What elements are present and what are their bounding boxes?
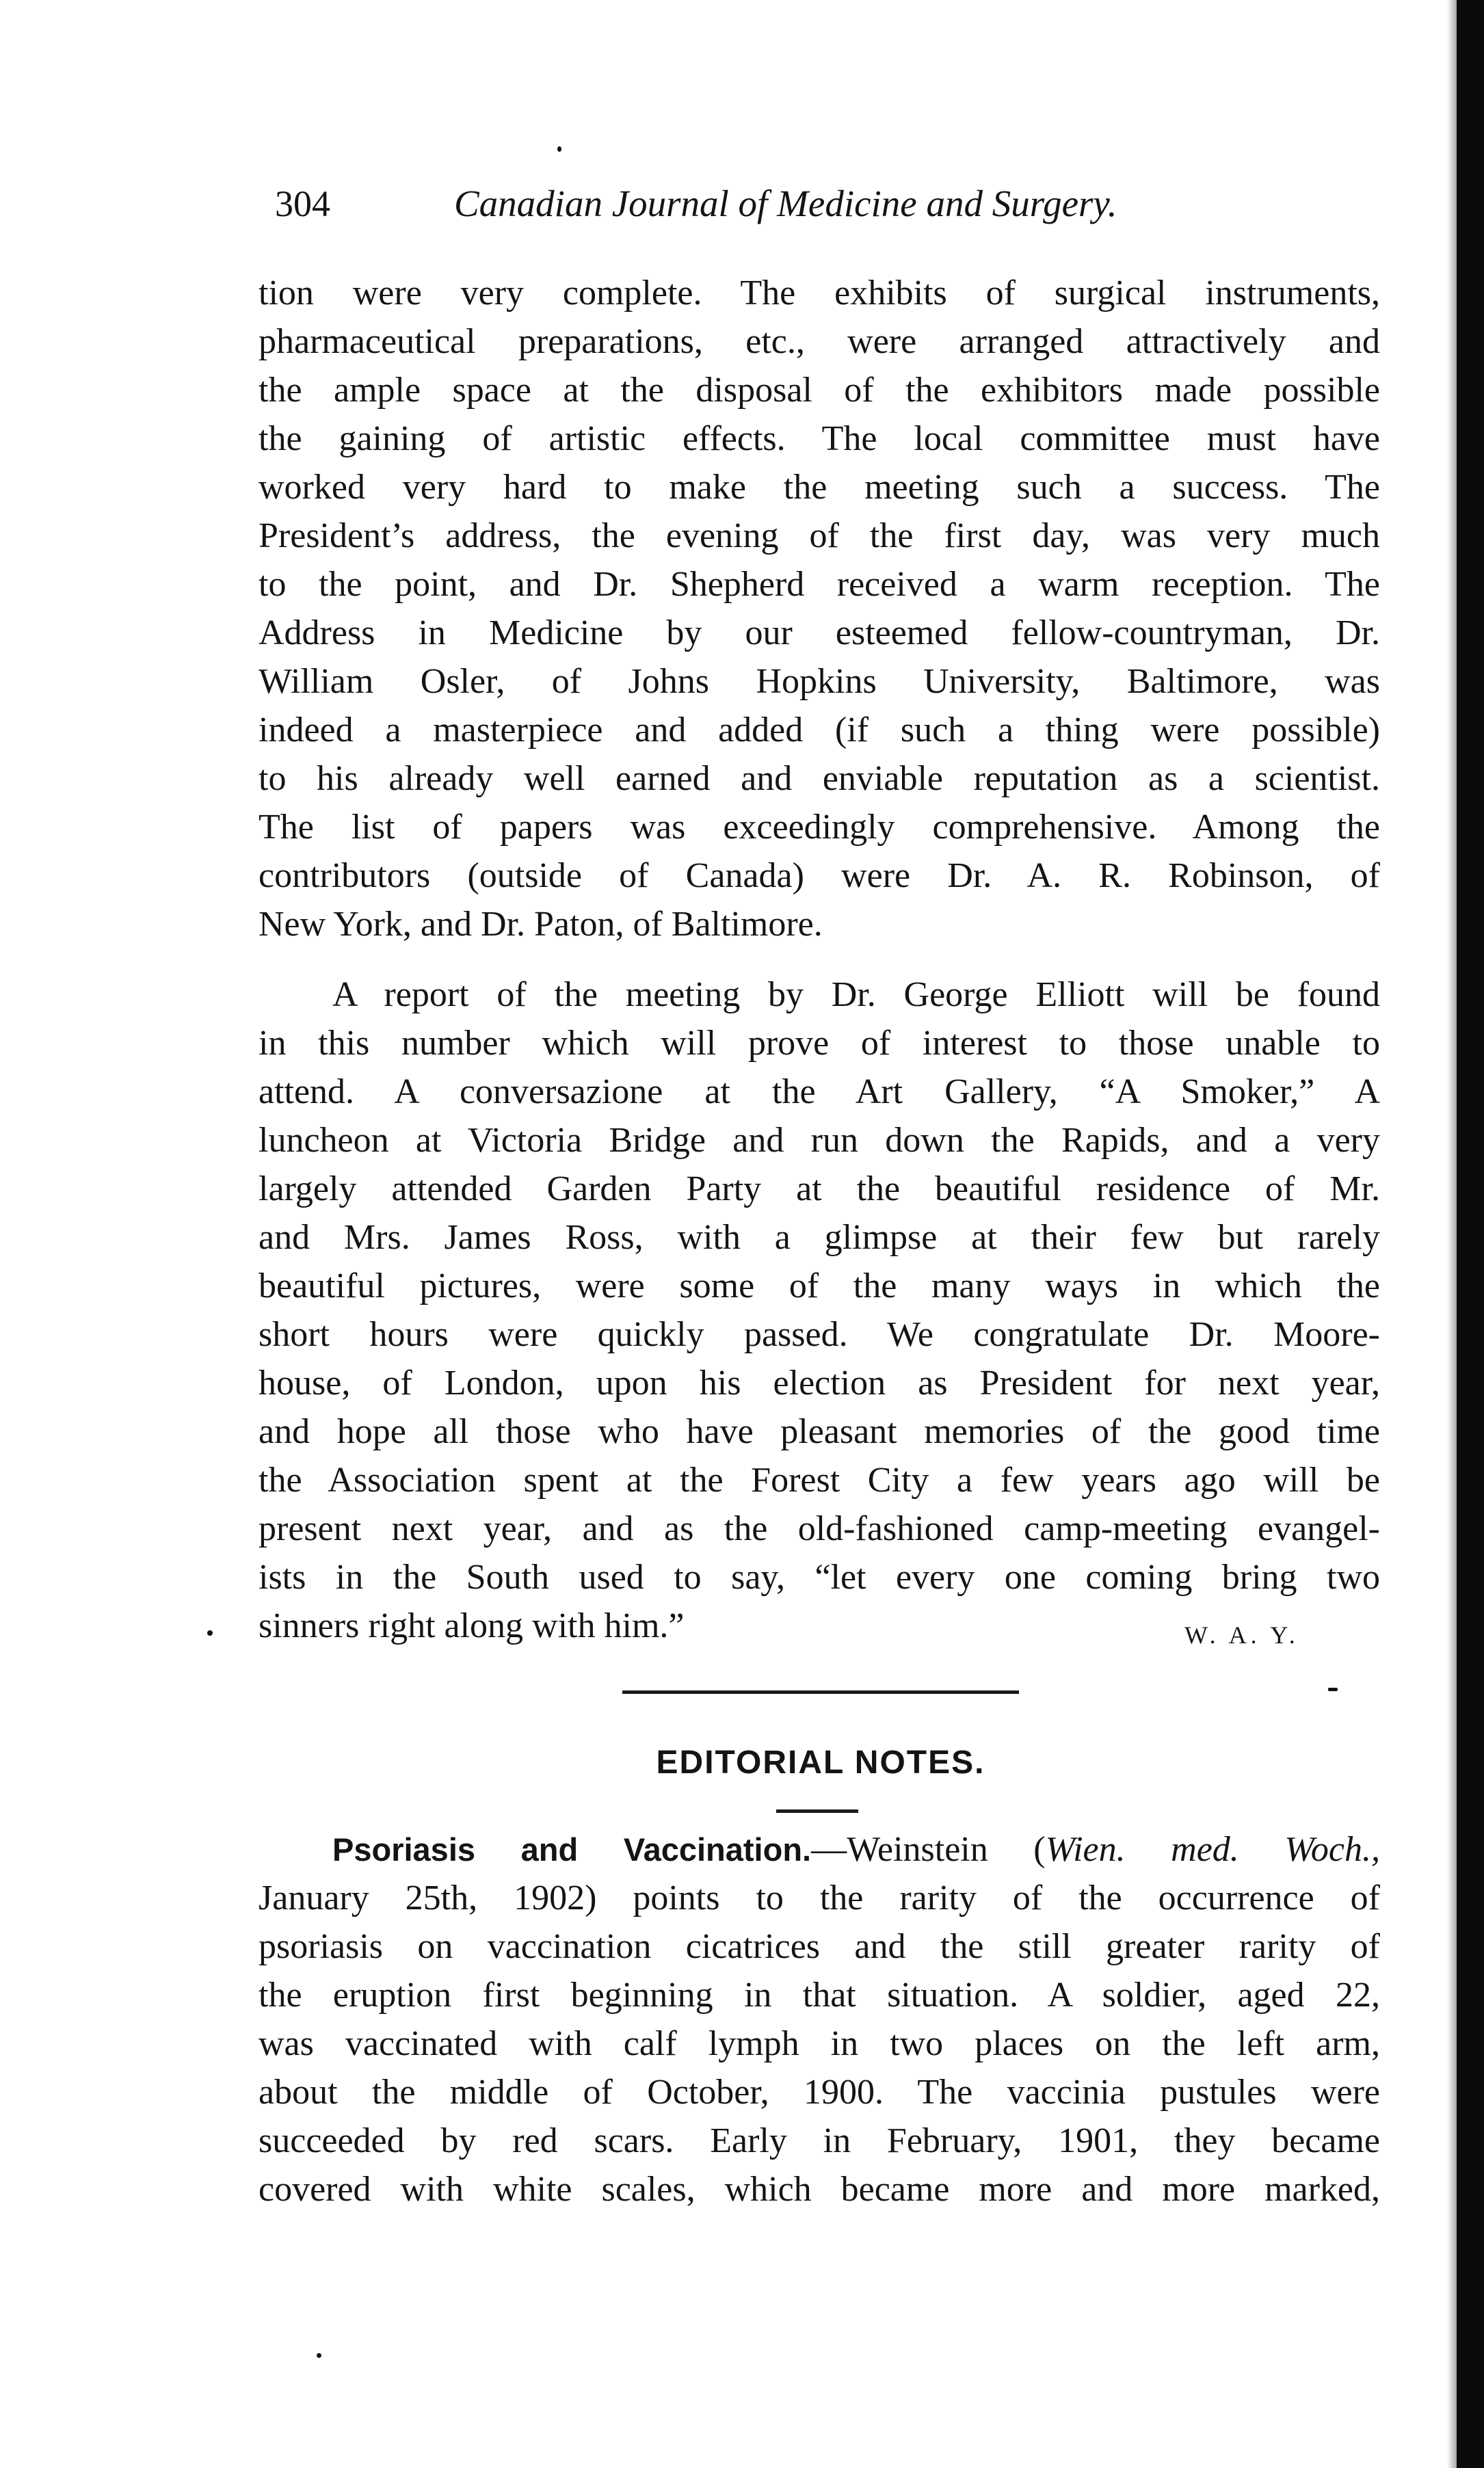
text-line: to the point, and Dr. Shepherd received a warm reception. The: [259, 565, 1380, 604]
running-head: [275, 176, 1232, 231]
text-line: pharmaceutical preparations, etc., were arranged attractively and: [259, 322, 1380, 361]
text-line: succeeded by red scars. Early in February, 1901, they became: [259, 2121, 1380, 2160]
page-number: 304: [275, 183, 330, 224]
text-line: and hope all those who have pleasant memories of the good time: [259, 1412, 1380, 1451]
binding-edge: [1457, 0, 1484, 2468]
text-line: worked very hard to make the meeting such a success. The: [259, 468, 1380, 507]
text-line: about the middle of October, 1900. The vaccinia pustules were: [259, 2073, 1380, 2112]
text-line: indeed a masterpiece and added (if such a thing were possible): [259, 711, 1380, 749]
text-line: short hours were quickly passed. We congratulate Dr. Moore-: [259, 1315, 1380, 1354]
text-line: Address in Medicine by our esteemed fellow-countryman, Dr.: [259, 613, 1380, 652]
text-line: President’s address, the evening of the first day, was very much: [259, 516, 1380, 555]
text-line: [259, 1825, 1380, 1874]
text-line: largely attended Garden Party at the beautiful residence of Mr.: [259, 1169, 1380, 1208]
text-line: sinners right along with him.”: [259, 1606, 685, 1645]
text-line: January 25th, 1902) points to the rarity of the occurrence of: [259, 1879, 1380, 1918]
text-line: in this number which will prove of interest to those unable to: [259, 1024, 1380, 1063]
text-line: New York, and Dr. Paton, of Baltimore.: [259, 905, 823, 944]
text-line: contributors (outside of Canada) were Dr. A. R. Robinson, of: [259, 856, 1380, 895]
text-line: was vaccinated with calf lymph in two places on the left arm,: [259, 2024, 1380, 2063]
text-line: present next year, and as the old-fashioned camp-meeting evangel-: [259, 1509, 1380, 1548]
heading-underline: [776, 1809, 858, 1813]
scan-speck: [1328, 1688, 1338, 1691]
text-line: The list of papers was exceedingly comprehensive. Among the: [259, 808, 1380, 847]
paragraph-report: [259, 970, 1380, 1650]
text-line: beautiful pictures, were some of the many ways in which the: [259, 1266, 1380, 1305]
paragraph-continued: [259, 269, 1380, 948]
text-line: luncheon at Victoria Bridge and run down the Rapids, and a very: [259, 1121, 1380, 1160]
note-title: Psoriasis and Vaccination.: [332, 1831, 812, 1868]
journal-title: Canadian Journal of Medicine and Surgery.: [454, 183, 1117, 224]
text-line: tion were very complete. The exhibits of surgical instruments,: [259, 274, 1380, 313]
text-line: the Association spent at the Forest City a few years ago will be: [259, 1461, 1380, 1500]
scan-speck: [557, 146, 561, 152]
text-line: A report of the meeting by Dr. George Elliott will be found: [332, 975, 1380, 1014]
text-line: the gaining of artistic effects. The local committee must have: [259, 419, 1380, 458]
text-line: the ample space at the disposal of the exhibitors made possible: [259, 371, 1380, 410]
text-line: to his already well earned and enviable reputation as a scientist.: [259, 759, 1380, 798]
author-initials: W. A. Y.: [1184, 1621, 1299, 1649]
section-heading: EDITORIAL NOTES.: [656, 1744, 985, 1781]
text-line: psoriasis on vaccination cicatrices and the still greater rarity of: [259, 1927, 1380, 1966]
note-text: —Weinstein (: [811, 1830, 1046, 1869]
text-line: William Osler, of Johns Hopkins University, Baltimore, was: [259, 662, 1380, 701]
citation: Wien. med. Woch.,: [1045, 1830, 1380, 1869]
text-line: ists in the South used to say, “let every one coming bring two: [259, 1558, 1380, 1597]
scan-speck: [207, 1630, 213, 1636]
editorial-note: [259, 1825, 1380, 2214]
scan-speck: [317, 2353, 321, 2358]
text-line: the eruption first beginning in that situation. A soldier, aged 22,: [259, 1976, 1380, 2015]
text-line: and Mrs. James Ross, with a glimpse at their few but rarely: [259, 1218, 1380, 1257]
text-line: covered with white scales, which became more and more marked,: [259, 2170, 1380, 2209]
binding-shadow: [1447, 0, 1457, 2468]
text-line: house, of London, upon his election as President for next year,: [259, 1364, 1380, 1403]
text-line: attend. A conversazione at the Art Gallery, “A Smoker,” A: [259, 1072, 1380, 1111]
section-divider: [622, 1690, 1019, 1694]
